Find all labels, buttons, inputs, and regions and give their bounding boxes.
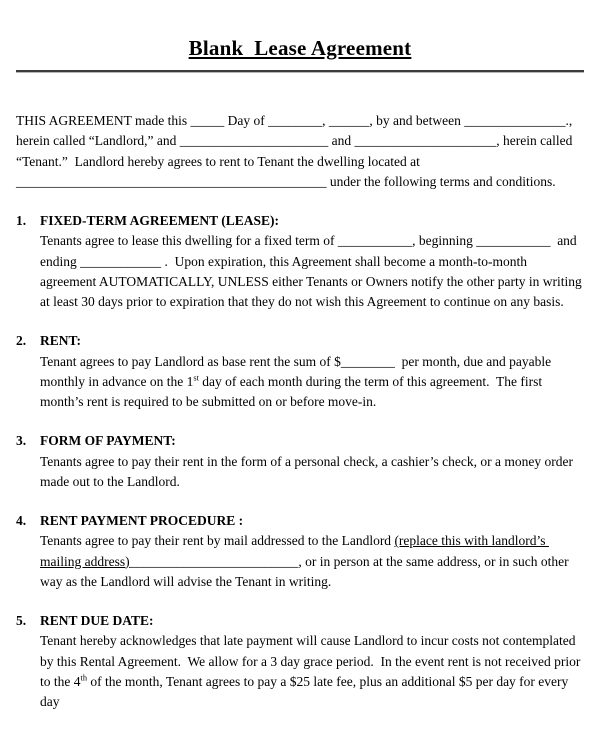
section-number: 4.	[16, 513, 27, 528]
body-text: _________________________, or in person at the same address, or in such other way as the Landlord will advise the Tenant in writing.	[40, 553, 573, 589]
section-heading: RENT DUE DATE:	[40, 613, 154, 628]
section-body	[40, 531, 584, 592]
section-heading: FORM OF PAYMENT:	[40, 433, 176, 449]
ordinal-superscript: th	[80, 673, 88, 683]
section-body	[40, 352, 584, 413]
underlined-instruction-text: (replace this with landlord’s mailing address)	[40, 533, 549, 569]
section-heading: FIXED-TERM AGREEMENT (LEASE):	[40, 213, 280, 228]
section-form-of-payment	[16, 431, 584, 492]
body-text: day of each month during the term of this agreement. The first month’s rent is required to be submitted on or before move-in.	[40, 373, 546, 409]
body-text: Tenants agree to lease this dwelling for a fixed term of ___________, beginning ___________ and ending ____________ . Upon expiration, this Agreement shall become a month-to-month agreement AUTOMATICALLY, UNLESS either Tenants or Owners notify the other party in writing at least 30 days prior to expiration that they do not wish this Agreement to continue on any basis.	[40, 233, 586, 309]
ordinal-superscript: st	[193, 373, 199, 383]
section-number: 2.	[16, 333, 27, 349]
section-heading: RENT PAYMENT PROCEDURE :	[40, 513, 244, 528]
section-rent-payment-procedure	[16, 511, 584, 592]
section-content	[40, 331, 584, 412]
section-content	[40, 211, 584, 312]
section-number: 1.	[16, 213, 27, 228]
section-rent-due-date	[16, 611, 584, 712]
section-content	[40, 611, 584, 712]
section-body	[40, 452, 584, 493]
section-body	[40, 631, 584, 712]
intro-paragraph: THIS AGREEMENT made this _____ Day of ________, ______, by and between _______________., herein called “Landlord,” and ______________________ and _____________________, herein called “Tenant.” Landlord hereby agrees to rent to Tenant the dwelling located at ______________________________________________ under the following terms and conditions.	[16, 113, 576, 189]
document-title: Blank Lease Agreement	[188, 36, 412, 60]
section-content	[40, 511, 584, 592]
body-text: Tenant hereby acknowledges that late payment will cause Landlord to incur costs not contemplated by this Rental Agreement. We allow for a 3 day grace period. In the event rent is not received prior to the 4	[40, 633, 584, 689]
title-divider	[16, 70, 584, 73]
section-rent	[16, 331, 584, 412]
body-text: Tenants agree to pay their rent by mail addressed to the Landlord	[40, 533, 395, 549]
section-body	[40, 231, 584, 312]
section-content	[40, 431, 584, 492]
section-heading: RENT:	[40, 333, 82, 349]
section-fixed-term-agreement	[16, 211, 584, 312]
section-number: 3.	[16, 433, 27, 449]
body-text: Tenants agree to pay their rent in the form of a personal check, a cashier’s check, or a money order made out to the Landlord.	[40, 453, 577, 489]
body-text: Tenant agrees to pay Landlord as base rent the sum of $________ per month, due and payable monthly in advance on the 1	[40, 353, 555, 389]
body-text: of the month, Tenant agrees to pay a $25 late fee, plus an additional $5 per day for every day	[40, 673, 572, 709]
section-number: 5.	[16, 613, 27, 628]
